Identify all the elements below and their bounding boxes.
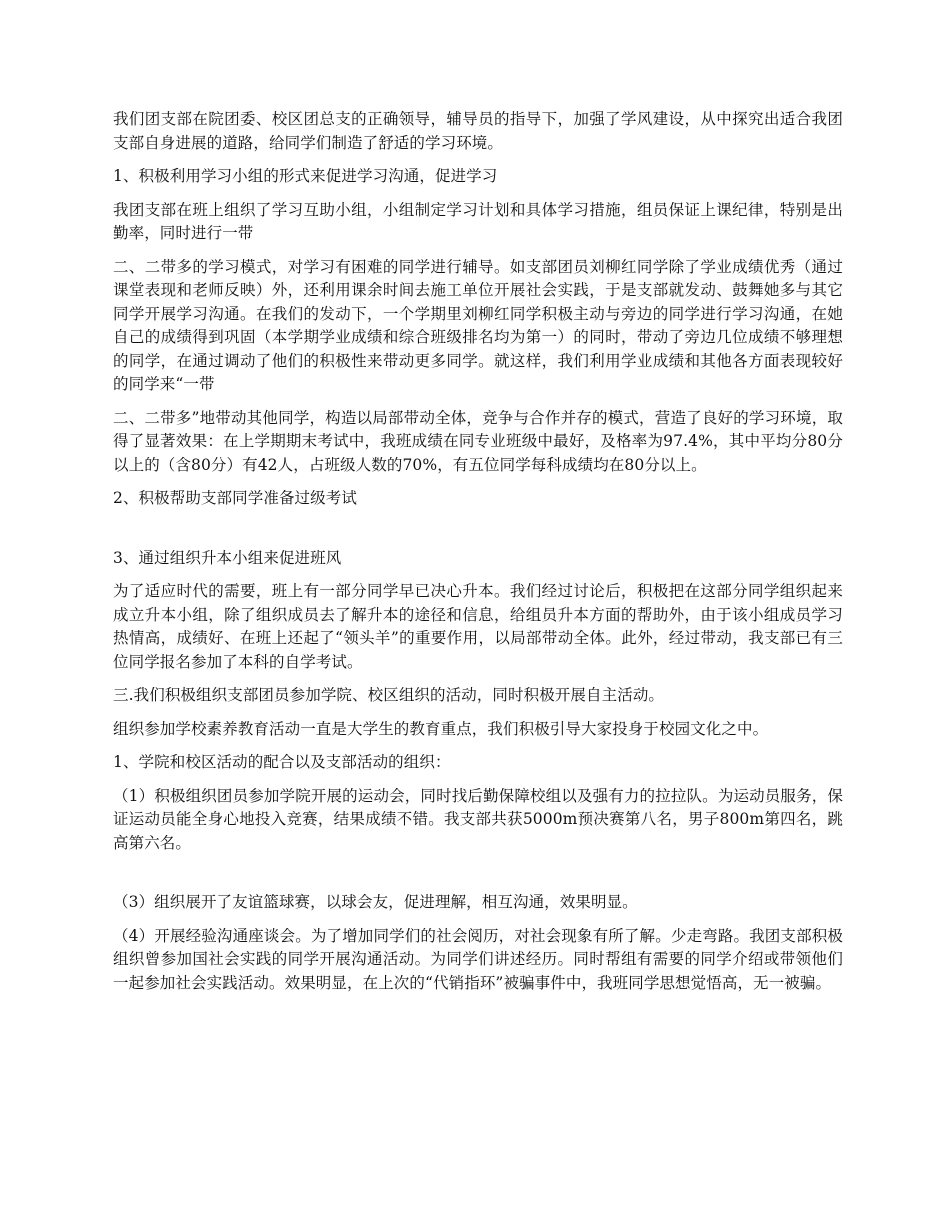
paragraph-sports-meet: （1）积极组织团员参加学院开展的运动会，同时找后勤保障校组以及强有力的拉拉队。为运动员服务，保证运动员能全身心地投入竞赛，结果成绩不错。我支部共获5000m预决赛第八名，男子800m第四名，跳高第六名。: [113, 786, 843, 852]
blank-gap: [113, 521, 843, 547]
paragraph-upgrade-group: 为了适应时代的需要，班上有一部分同学早已决心升本。我们经过讨论后，积极把在这部分同学组织起来成立升本小组，除了组织成员去了解升本的途径和信息，给组员升本方面的帮助外，由于该小组成员学习热情高，成绩好、在班上还起了“领头羊”的重要作用，以局部带动全体。此外，经过带动，我支部已有三位同学报名参加了本科的自学考试。: [113, 582, 843, 671]
section-heading-activities: 三.我们积极组织支部团员参加学院、校区组织的活动，同时积极开展自主活动。: [113, 686, 665, 704]
paragraph-seminar: （4）开展经验沟通座谈会。为了增加同学们的社会阅历，对社会现象有所了解。少走弯路。我团支部积极组织曾参加国社会实践的同学开展沟通活动。为同学们讲述经历。同时帮组有需要的同学介绍或带领他们一起参加社会实践活动。效果明显，在上次的“代销指环”被骗事件中，我班同学思想觉悟高，无一被骗。: [113, 926, 843, 992]
paragraph-basketball: （3）组织展开了友谊篮球赛，以球会友，促进理解，相互沟通，效果明显。: [113, 893, 638, 911]
document-body: [113, 108, 843, 1005]
blank-gap: [113, 865, 843, 891]
paragraph-quality-education: 组织参加学校素养教育活动一直是大学生的教育重点，我们积极引导大家投身于校园文化之中。: [113, 719, 769, 738]
section-heading-study-groups: 1、积极利用学习小组的形式来促进学习沟通，促进学习: [113, 167, 498, 185]
section-heading-upgrade-group: 3、通过组织升本小组来促进班风: [113, 548, 342, 567]
paragraph-study-groups: 我团支部在班上组织了学习互助小组，小组制定学习计划和具体学习措施，组员保证上课纪律，特别是出勤率，同时进行一带: [113, 200, 843, 242]
paragraph-results: 二、二带多”地带动其他同学，构造以局部带动全体，竞争与合作并存的模式，营造了良好的学习环境，取得了显著效果：在上学期期末考试中，我班成绩在同专业班级中最好，及格率为97.4%，其中平均分80分以上的（含80分）有42人，占班级人数的70%，有五位同学每科成绩均在80分以上。: [113, 408, 843, 474]
subheading-coordination: 1、学院和校区活动的配合以及支部活动的组织：: [113, 753, 451, 771]
paragraph-mentoring: 二、二带多的学习模式，对学习有困难的同学进行辅导。如支部团员刘柳红同学除了学业成绩优秀（通过课堂表现和老师反映）外，还利用课余时间去施工单位开展社会实践，于是支部就发动、鼓舞她多与其它同学开展学习沟通。在我们的发动下，一个学期里刘柳红同学积极主动与旁边的同学进行学习沟通，在她自己的成绩得到巩固（本学期学业成绩和综合班级排名均为第一）的同时，带动了旁边几位成绩不够理想的同学，在通过调动了他们的积极性来带动更多同学。就这样，我们利用学业成绩和其他各方面表现较好的同学来“一带: [113, 257, 843, 393]
section-heading-exams: 2、积极帮助支部同学准备过级考试: [113, 489, 357, 507]
paragraph-intro: 我们团支部在院团委、校区团总支的正确领导，辅导员的指导下，加强了学风建设，从中探究出适合我团支部自身进展的道路，给同学们制造了舒适的学习环境。: [113, 110, 843, 152]
